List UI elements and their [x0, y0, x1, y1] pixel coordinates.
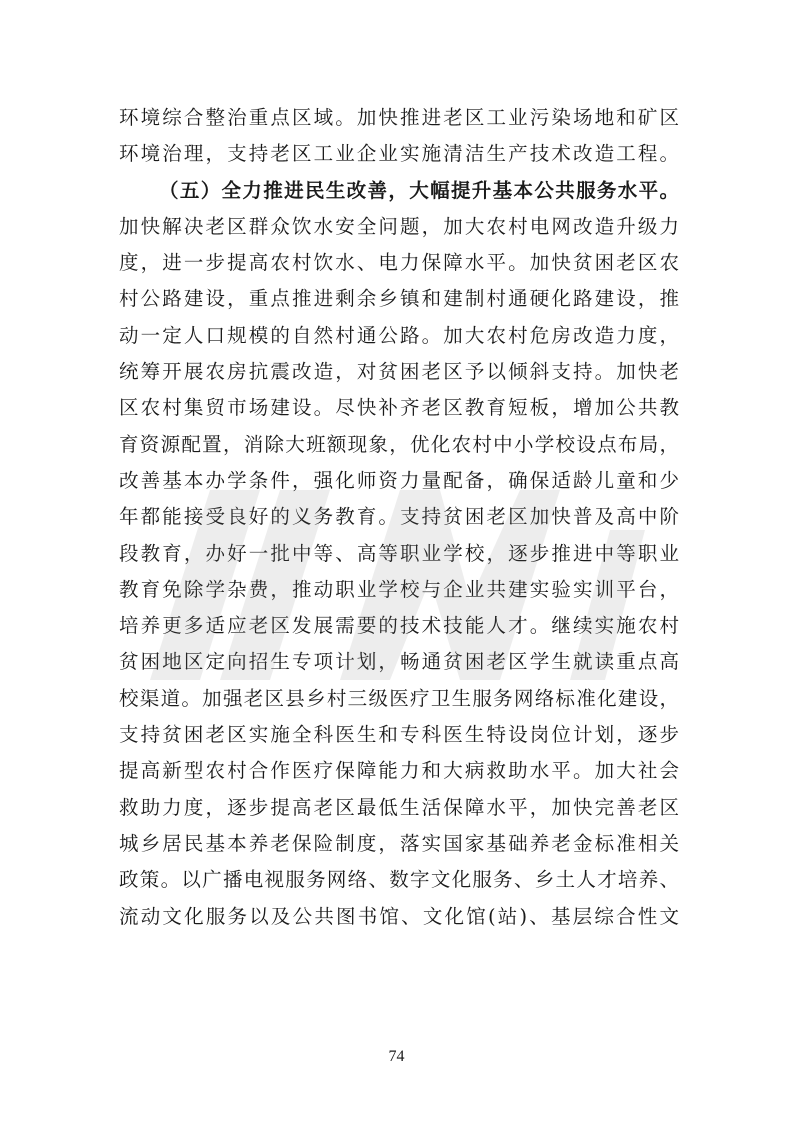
text-line: 教育免除学杂费，推动职业学校与企业共建实验实训平台， [119, 577, 679, 601]
text-line: 培养更多适应老区发展需要的技术技能人才。继续实施农村 [119, 614, 679, 638]
text-line: 环境治理，支持老区工业企业实施清洁生产技术改造工程。 [119, 142, 679, 166]
text-line: 贫困地区定向招生专项计划，畅通贫困老区学生就读重点高 [119, 650, 679, 674]
text-line: 加快解决老区群众饮水安全问题，加大农村电网改造升级力 [119, 214, 679, 238]
text-line: 村公路建设，重点推进剩余乡镇和建制村通硬化路建设，推 [119, 287, 679, 311]
text-line: 统筹开展农房抗震改造，对贫困老区予以倾斜支持。加快老 [119, 360, 679, 384]
text-line: 段教育，办好一批中等、高等职业学校，逐步推进中等职业 [119, 541, 679, 565]
section-heading: （五）全力推进民生改善，大幅提升基本公共服务水平。 [159, 178, 679, 202]
text-line: 提高新型农村合作医疗保障能力和大病救助水平。加大社会 [119, 759, 679, 783]
text-line: 流动文化服务以及公共图书馆、文化馆(站)、基层综合性文 [119, 904, 679, 928]
text-line: 环境综合整治重点区域。加快推进老区工业污染场地和矿区 [119, 106, 679, 129]
text-line: 动一定人口规模的自然村通公路。加大农村危房改造力度， [119, 323, 679, 347]
text-line: 救助力度，逐步提高老区最低生活保障水平，加快完善老区 [119, 795, 679, 819]
text-line: 校渠道。加强老区县乡村三级医疗卫生服务网络标准化建设， [119, 686, 679, 710]
text-line: 度，进一步提高农村饮水、电力保障水平。加快贫困老区农 [119, 251, 679, 275]
body-text [119, 100, 679, 935]
text-line: 城乡居民基本养老保险制度，落实国家基础养老金标准相关 [119, 831, 679, 855]
text-line: 年都能接受良好的义务教育。支持贫困老区加快普及高中阶 [119, 505, 679, 529]
text-line: 改善基本办学条件，强化师资力量配备，确保适龄儿童和少 [119, 468, 679, 492]
text-line: 区农村集贸市场建设。尽快补齐老区教育短板，增加公共教 [119, 396, 679, 420]
page-number: 74 [388, 1048, 405, 1065]
text-line: 育资源配置，消除大班额现象，优化农村中小学校设点布局， [119, 432, 679, 456]
text-line: 支持贫困老区实施全科医生和专科医生特设岗位计划，逐步 [119, 723, 679, 747]
text-line: 政策。以广播电视服务网络、数字文化服务、乡土人才培养、 [119, 868, 679, 892]
